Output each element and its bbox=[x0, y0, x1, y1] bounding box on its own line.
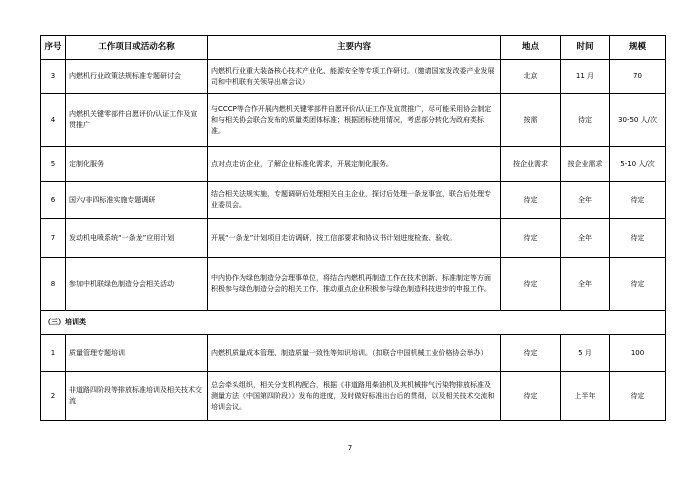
row-time: 全年 bbox=[561, 182, 610, 219]
row-name: 定制化服务 bbox=[66, 147, 208, 182]
row-index: 4 bbox=[41, 94, 66, 147]
row-content: 结合相关法规实施，专题调研后处理相关自主企业，探讨后处理一条龙事宜，联合后处理专业委员会。 bbox=[208, 182, 501, 219]
header-location: 地点 bbox=[501, 36, 561, 60]
table-row bbox=[41, 258, 666, 311]
row-location: 待定 bbox=[501, 372, 561, 421]
row-name: 内燃机关键零部件自愿评价/认证工作及宣贯推广 bbox=[66, 94, 208, 147]
table-header-row bbox=[41, 36, 666, 60]
row-content: 与CCCP等合作开展内燃机关键零部件自愿评价/认证工作及宣贯推广，尽可能采用协会制定和与相关协会联合发布的质量类团体标准；根据团标使用情况，考虑部分转化为政府类标准。 bbox=[208, 94, 501, 147]
row-time: 全年 bbox=[561, 219, 610, 258]
row-name: 国六/非四标准实施专题调研 bbox=[66, 182, 208, 219]
row-scale: 70 bbox=[610, 60, 666, 94]
header-name: 工作项目或活动名称 bbox=[66, 36, 208, 60]
header-time: 时间 bbox=[561, 36, 610, 60]
row-time: 11 月 bbox=[561, 60, 610, 94]
row-location: 待定 bbox=[501, 258, 561, 311]
row-content: 开展“一条龙”计划项目走访调研，按工信部要求和协议书计划进度检查、验收。 bbox=[208, 219, 501, 258]
row-content: 点对点走访企业，了解企业标准化需求，开展定制化服务。 bbox=[208, 147, 501, 182]
row-index: 8 bbox=[41, 258, 66, 311]
row-location: 待定 bbox=[501, 219, 561, 258]
header-scale: 规模 bbox=[610, 36, 666, 60]
table-row bbox=[41, 372, 666, 421]
table-row bbox=[41, 60, 666, 94]
row-name: 非道路四阶段等排放标准培训及相关技术交流 bbox=[66, 372, 208, 421]
table-row bbox=[41, 147, 666, 182]
row-content: 内燃机质量成本管理、制造质量一致性等知识培训。（扣联合中国机械工业价格协会举办） bbox=[208, 335, 501, 372]
row-scale: 30-50 人/次 bbox=[610, 94, 666, 147]
row-index: 2 bbox=[41, 372, 66, 421]
section-row bbox=[41, 311, 666, 335]
table-row bbox=[41, 94, 666, 147]
row-index: 5 bbox=[41, 147, 66, 182]
row-time: 按企业需求 bbox=[561, 147, 610, 182]
row-index: 6 bbox=[41, 182, 66, 219]
row-scale: 待定 bbox=[610, 182, 666, 219]
section-title: （三）培训类 bbox=[41, 311, 666, 335]
page-number: 7 bbox=[347, 444, 353, 452]
work-plan-table bbox=[40, 35, 666, 421]
row-scale: 待定 bbox=[610, 258, 666, 311]
row-time: 全年 bbox=[561, 258, 610, 311]
row-time: 5 月 bbox=[561, 335, 610, 372]
table-row bbox=[41, 335, 666, 372]
row-name: 内燃机行业政策法规标准专题研讨会 bbox=[66, 60, 208, 94]
header-index: 序号 bbox=[41, 36, 66, 60]
row-location: 按企业需求 bbox=[501, 147, 561, 182]
row-name: 发动机电喷系统“一条龙”应用计划 bbox=[66, 219, 208, 258]
row-index: 1 bbox=[41, 335, 66, 372]
row-content: 中内协作为绿色制造分会理事单位，将结合内燃机再制造工作在技术创新、标准制定等方面积极参与绿色制造分会的相关工作，推动重点企业积极参与绿色制造科技进步的申报工作。 bbox=[208, 258, 501, 311]
row-index: 7 bbox=[41, 219, 66, 258]
row-scale: 5-10 人/次 bbox=[610, 147, 666, 182]
row-name: 质量管理专题培训 bbox=[66, 335, 208, 372]
row-time: 待定 bbox=[561, 94, 610, 147]
row-name: 参加中机联绿色制造分会相关活动 bbox=[66, 258, 208, 311]
row-location: 按需 bbox=[501, 94, 561, 147]
table-row bbox=[41, 219, 666, 258]
table-row bbox=[41, 182, 666, 219]
row-scale: 100 bbox=[610, 335, 666, 372]
row-content: 内燃机行业重大装备核心技术产业化、能源安全等专项工作研讨。（邀请国家发改委产业发展司和中机联有关领导出席会议） bbox=[208, 60, 501, 94]
row-location: 待定 bbox=[501, 182, 561, 219]
row-location: 北京 bbox=[501, 60, 561, 94]
row-scale: 待定 bbox=[610, 219, 666, 258]
row-content: 总会牵头组织，相关分支机构配合，根据《非道路用柴油机及其机械排气污染物排放标准及测量方法（中国第四阶段）》发布的进度，及时做好标准出台后的贯彻，以及相关技术交流和培训会议。 bbox=[208, 372, 501, 421]
row-scale: 待定 bbox=[610, 372, 666, 421]
row-time: 上半年 bbox=[561, 372, 610, 421]
row-location: 待定 bbox=[501, 335, 561, 372]
header-content: 主要内容 bbox=[208, 36, 501, 60]
row-index: 3 bbox=[41, 60, 66, 94]
